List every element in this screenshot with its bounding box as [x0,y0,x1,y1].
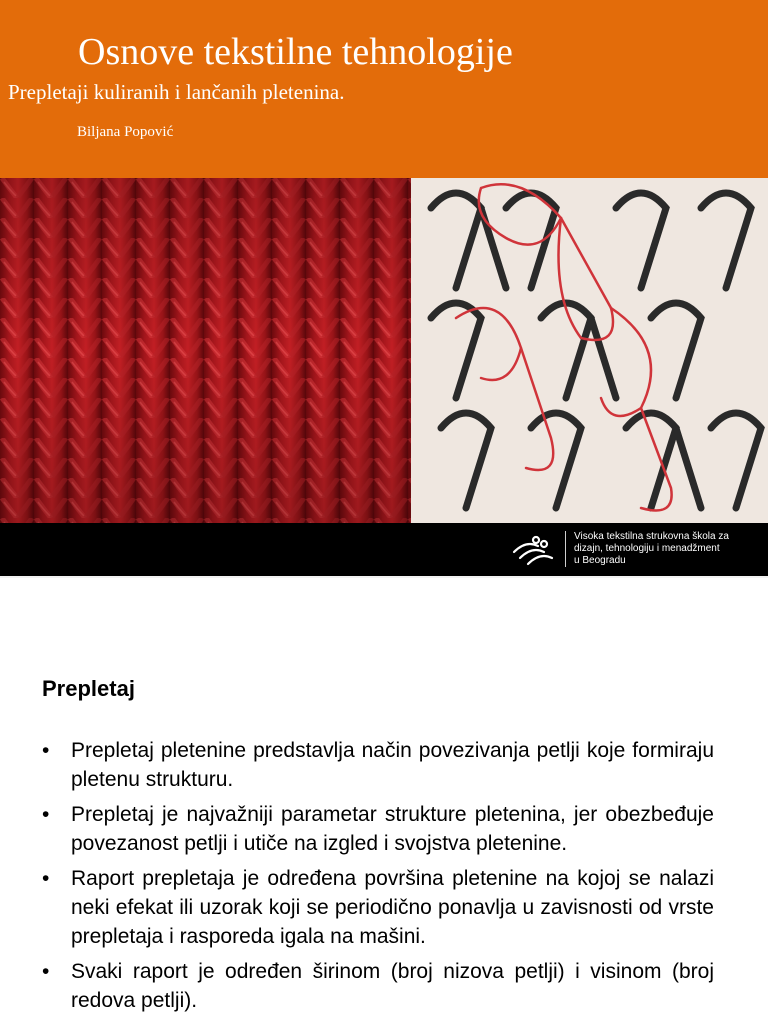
bullet-text: Raport prepletaja je određena površina pletenine na kojoj se nalazi neki efekat ili uzorak koji se periodično ponavlja u zavisnosti od vrste prepletaja i rasporeda igala na mašini. [71,867,714,948]
slide-title: Osnove tekstilne tehnologije [78,31,513,73]
school-name-line-1: Visoka tekstilna strukovna škola za [574,531,729,542]
content-slide [0,578,768,1024]
bullet-icon: • [42,867,50,890]
red-knit-fabric-photo [0,178,411,523]
bullet-text: Prepletaj je najvažniji parametar strukture pletenina, jer obezbeđuje povezanost petlji i utiče na izgled i svojstva pletenine. [71,803,714,855]
section-heading: Prepletaj [42,676,135,701]
school-name-line-2: dizajn, tehnologiju i menadžment [574,543,720,554]
bullet-item [42,800,714,858]
bullet-icon: • [42,739,50,762]
bullet-text: Prepletaj pletenine predstavlja način povezivanja petlji koje formiraju pletenu strukturu. [71,739,714,791]
bullet-item [42,957,714,1015]
school-name-line-3: u Beogradu [574,555,626,566]
school-name [574,531,764,567]
bullet-icon: • [42,803,50,826]
knit-texture [0,178,411,523]
bullet-item [42,736,714,794]
school-logo-icon [512,532,554,568]
logo-divider [565,531,566,567]
author-name: Biljana Popović [77,124,174,140]
loop-structure-diagram [411,178,768,523]
loop-diagram-drawing [411,178,768,523]
bullet-icon: • [42,960,50,983]
bullet-item [42,864,714,951]
bullet-list [42,736,714,1021]
bullet-text: Svaki raport je određen širinom (broj nizova petlji) i visinom (broj redova petlji). [71,960,714,1012]
slide-subtitle: Prepletaji kuliranih i lančanih pletenina. [8,80,345,104]
